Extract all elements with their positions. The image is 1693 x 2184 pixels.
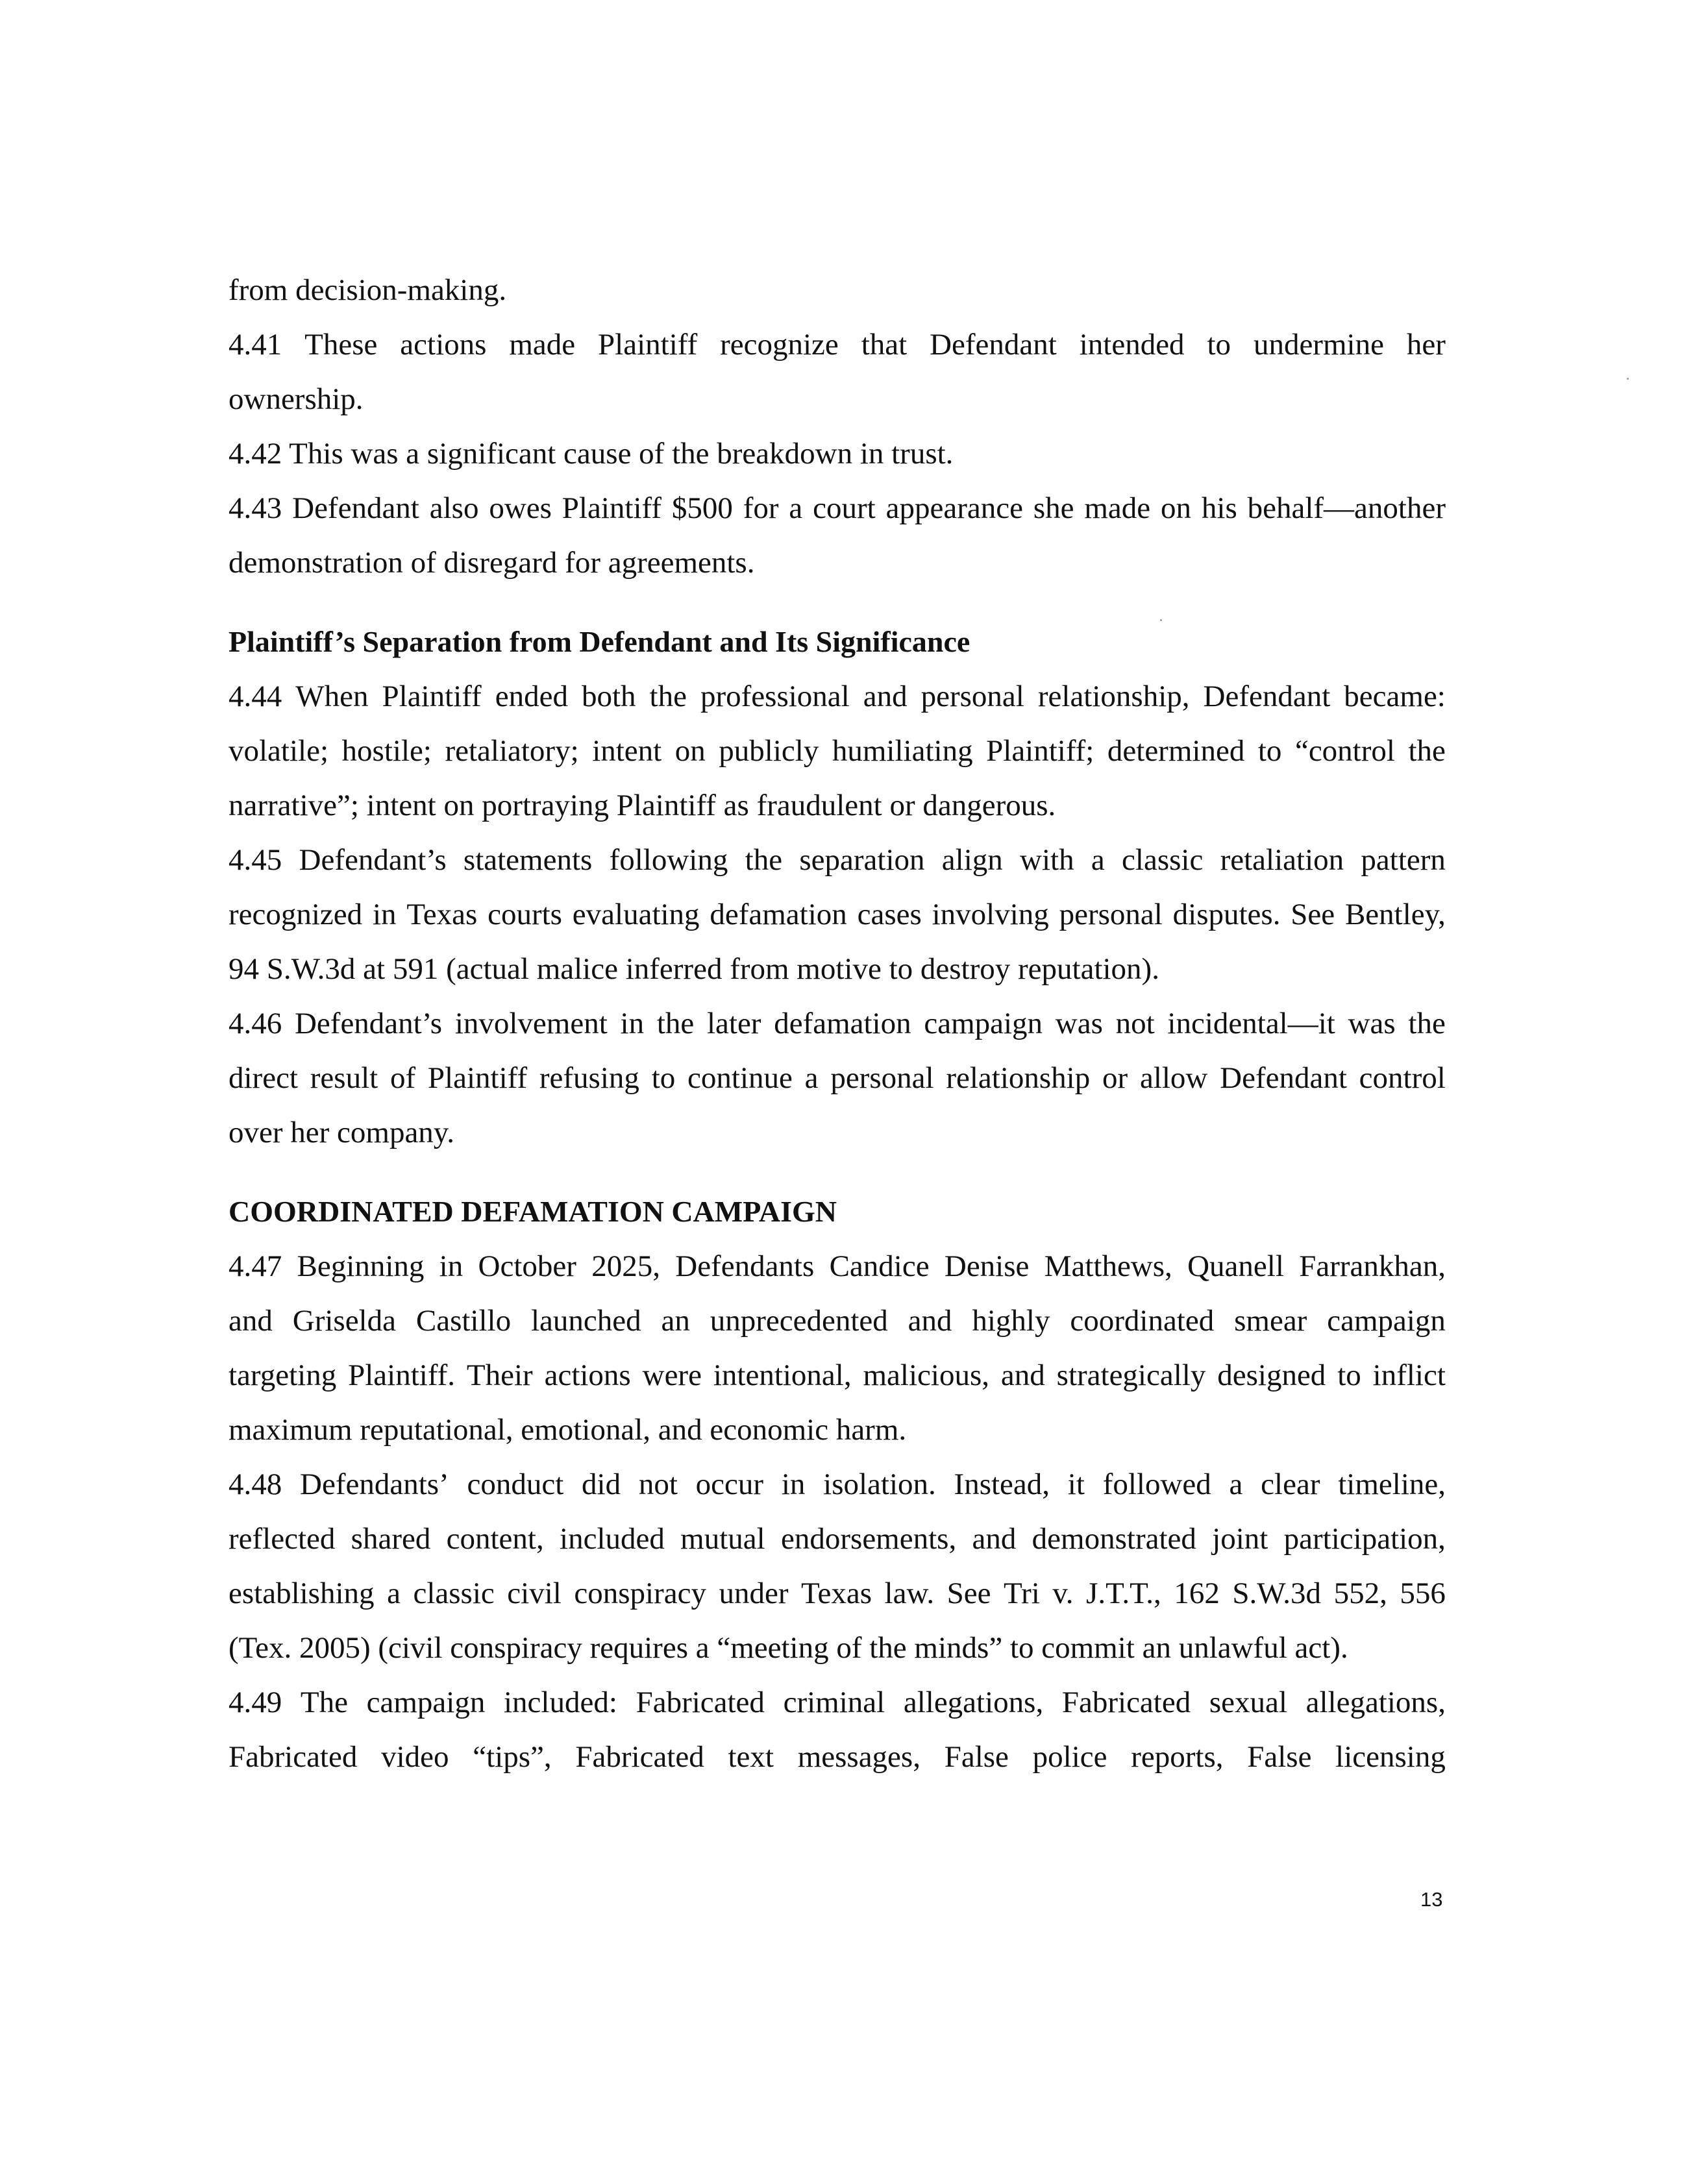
text-line: ownership. xyxy=(229,382,364,416)
text-line: maximum reputational, emotional, and economic harm. xyxy=(229,1413,907,1447)
text-line: over her company. xyxy=(229,1116,455,1149)
spacer xyxy=(229,1160,1446,1184)
text-line: direct result of Plaintiff refusing to continue a personal relationship or allow Defendant control xyxy=(229,1061,1446,1095)
section-heading-separation: Plaintiff’s Separation from Defendant and Its Significance xyxy=(229,625,970,658)
text-line: 4.46 Defendant’s involvement in the later defamation campaign was not incidental—it was the xyxy=(229,1007,1446,1040)
section-heading-coordinated-campaign: COORDINATED DEFAMATION CAMPAIGN xyxy=(229,1195,837,1228)
text-line: reflected shared content, included mutual endorsements, and demonstrated joint participation, xyxy=(229,1522,1446,1556)
text-line: 4.49 The campaign included: Fabricated criminal allegations, Fabricated sexual allegations, xyxy=(229,1686,1446,1719)
paragraph-block-1 xyxy=(229,263,1446,590)
text-line: volatile; hostile; retaliatory; intent on publicly humiliating Plaintiff; determined to “control the xyxy=(229,734,1446,768)
text-line: 4.41 These actions made Plaintiff recognize that Defendant intended to undermine her xyxy=(229,328,1446,362)
text-line: establishing a classic civil conspiracy under Texas law. See Tri v. J.T.T., 162 S.W.3d 552, 556 xyxy=(229,1577,1446,1610)
page-number: 13 xyxy=(1420,1888,1443,1911)
text-line: narrative”; intent on portraying Plaintiff as fraudulent or dangerous. xyxy=(229,789,1056,822)
spacer xyxy=(229,590,1446,615)
text-line: 4.45 Defendant’s statements following the separation align with a classic retaliation pattern xyxy=(229,843,1446,877)
text-line: targeting Plaintiff. Their actions were intentional, malicious, and strategically designed to inflict xyxy=(229,1358,1446,1392)
text-line: 4.42 This was a significant cause of the breakdown in trust. xyxy=(229,437,954,471)
text-line: (Tex. 2005) (civil conspiracy requires a “meeting of the minds” to commit an unlawful act). xyxy=(229,1631,1348,1665)
text-line: from decision-making. xyxy=(229,273,507,307)
scan-speck xyxy=(1627,378,1629,380)
paragraph-block-3 xyxy=(229,1239,1446,1784)
text-line: 4.43 Defendant also owes Plaintiff $500 for a court appearance she made on his behalf—another xyxy=(229,491,1446,525)
text-line: 4.48 Defendants’ conduct did not occur in isolation. Instead, it followed a clear timeline, xyxy=(229,1467,1446,1501)
text-line: Fabricated video “tips”, Fabricated text messages, False police reports, False licensing xyxy=(229,1740,1446,1774)
paragraph-block-2 xyxy=(229,669,1446,1160)
text-line: 94 S.W.3d at 591 (actual malice inferred from motive to destroy reputation). xyxy=(229,952,1159,986)
text-line: 4.47 Beginning in October 2025, Defendants Candice Denise Matthews, Quanell Farrankhan, xyxy=(229,1249,1446,1283)
text-line: demonstration of disregard for agreements. xyxy=(229,546,755,580)
page-body xyxy=(229,263,1446,1784)
text-line: and Griselda Castillo launched an unprecedented and highly coordinated smear campaign xyxy=(229,1304,1446,1338)
text-line: 4.44 When Plaintiff ended both the professional and personal relationship, Defendant became: xyxy=(229,680,1446,713)
scan-speck xyxy=(1160,619,1162,621)
text-line: recognized in Texas courts evaluating defamation cases involving personal disputes. See Bentley, xyxy=(229,898,1446,931)
